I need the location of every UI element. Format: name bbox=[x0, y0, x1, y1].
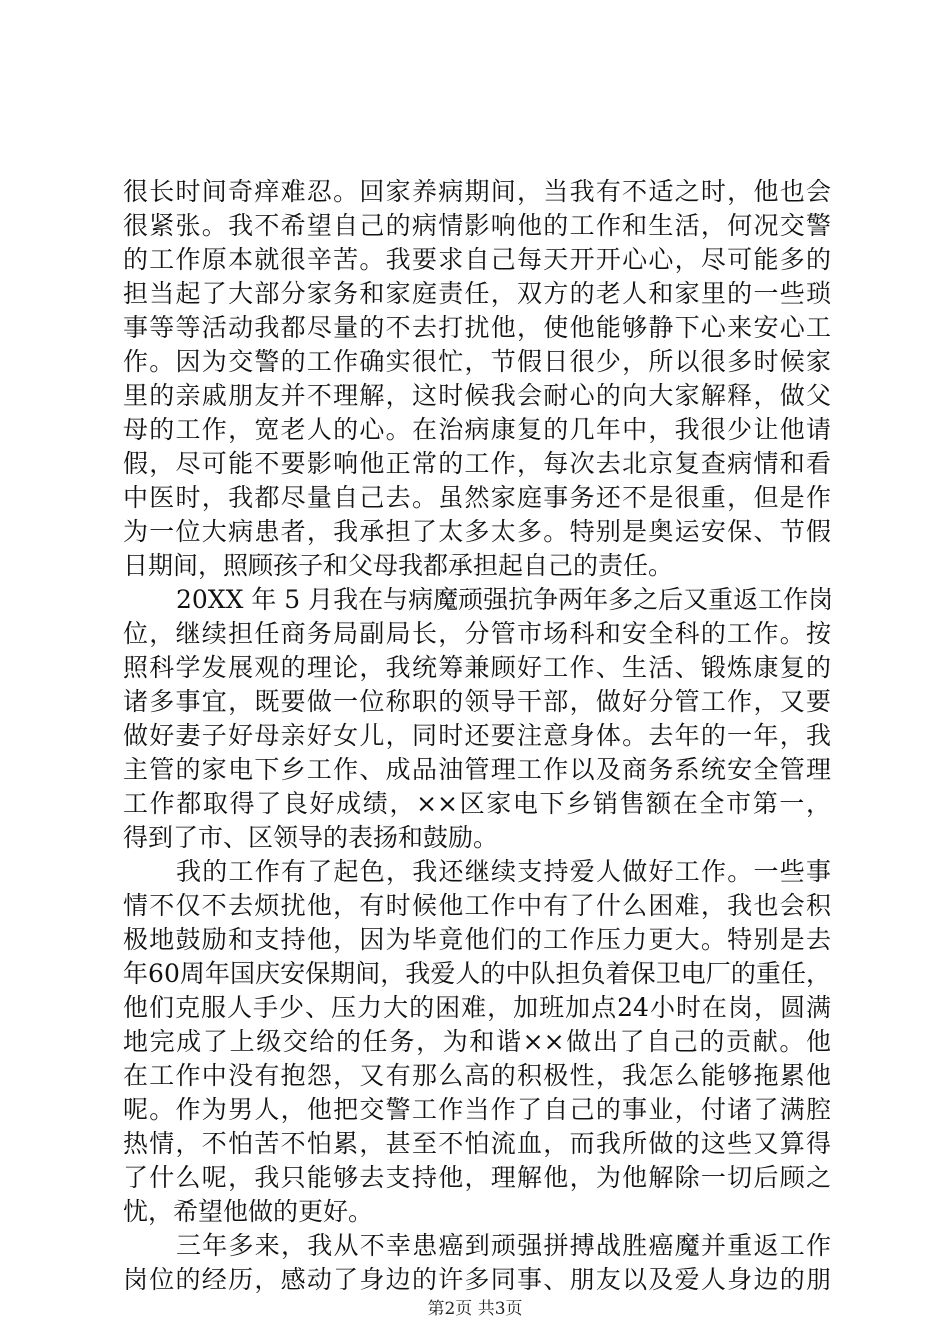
paragraph-line: 得到了市、区领导的表扬和鼓励。 bbox=[123, 823, 499, 852]
paragraph-line: 作。因为交警的工作确实很忙，节假日很少，所以很多时候家 bbox=[123, 347, 831, 376]
paragraph-line: 日期间，照顾孩子和父母我都承担起自己的责任。 bbox=[123, 551, 674, 580]
paragraph-line: 事等等活动我都尽量的不去打扰他，使他能够静下心来安心工 bbox=[123, 313, 831, 342]
paragraph-line: 的工作原本就很辛苦。我要求自己每天开开心心，尽可能多的 bbox=[123, 245, 831, 274]
paragraph-line: 母的工作，宽老人的心。在治病康复的几年中，我很少让他请 bbox=[123, 415, 831, 444]
paragraph-line: 年60周年国庆安保期间，我爱人的中队担负着保卫电厂的重任， bbox=[123, 959, 831, 988]
paragraph-line: 他们克服人手少、压力大的困难，加班加点24小时在岗，圆满 bbox=[123, 993, 831, 1022]
paragraph-line: 很长时间奇痒难忍。回家养病期间，当我有不适之时，他也会 bbox=[123, 177, 831, 206]
paragraph-line: 岗位的经历，感动了身边的许多同事、朋友以及爱人身边的朋 bbox=[123, 1265, 831, 1294]
paragraph-line: 地完成了上级交给的任务，为和谐××做出了自己的贡献。他 bbox=[123, 1027, 831, 1056]
paragraph-line: 情不仅不去烦扰他，有时候他工作中有了什么困难，我也会积 bbox=[123, 891, 831, 920]
paragraph-line: 为一位大病患者，我承担了太多太多。特别是奥运安保、节假 bbox=[123, 517, 831, 546]
paragraph-line: 中医时，我都尽量自己去。虽然家庭事务还不是很重，但是作 bbox=[123, 483, 831, 512]
paragraph-line: 热情，不怕苦不怕累，甚至不怕流血，而我所做的这些又算得 bbox=[123, 1129, 831, 1158]
paragraph-line: 照科学发展观的理论，我统筹兼顾好工作、生活、锻炼康复的 bbox=[123, 653, 831, 682]
paragraph-line: 做好妻子好母亲好女儿，同时还要注意身体。去年的一年，我 bbox=[123, 721, 831, 750]
page-number-footer: 第2页 共3页 bbox=[427, 1299, 523, 1319]
paragraph-line: 忧，希望他做的更好。 bbox=[123, 1197, 374, 1226]
paragraph-line: 诸多事宜，既要做一位称职的领导干部，做好分管工作，又要 bbox=[123, 687, 831, 716]
paragraph-line: 里的亲戚朋友并不理解，这时候我会耐心的向大家解释，做父 bbox=[123, 381, 831, 410]
paragraph-line: 工作都取得了良好成绩，××区家电下乡销售额在全市第一， bbox=[123, 789, 831, 818]
paragraph-line: 主管的家电下乡工作、成品油管理工作以及商务系统安全管理 bbox=[123, 755, 831, 784]
paragraph-first-line: 20XX 年 5 月我在与病魔顽强抗争两年多之后又重返工作岗 bbox=[176, 585, 834, 614]
paragraph-line: 极地鼓励和支持他，因为毕竟他们的工作压力更大。特别是去 bbox=[123, 925, 831, 954]
paragraph-line: 位，继续担任商务局副局长，分管市场科和安全科的工作。按 bbox=[123, 619, 831, 648]
paragraph-line: 假，尽可能不要影响他正常的工作，每次去北京复查病情和看 bbox=[123, 449, 831, 478]
paragraph-line: 很紧张。我不希望自己的病情影响他的工作和生活，何况交警 bbox=[123, 211, 831, 240]
paragraph-line: 担当起了大部分家务和家庭责任，双方的老人和家里的一些琐 bbox=[123, 279, 831, 308]
paragraph-line: 在工作中没有抱怨，又有那么高的积极性，我怎么能够拖累他 bbox=[123, 1061, 831, 1090]
paragraph-line: 呢。作为男人，他把交警工作当作了自己的事业，付诸了满腔 bbox=[123, 1095, 831, 1124]
paragraph-line: 了什么呢，我只能够去支持他，理解他，为他解除一切后顾之 bbox=[123, 1163, 831, 1192]
paragraph-first-line: 我的工作有了起色，我还继续支持爱人做好工作。一些事 bbox=[176, 857, 831, 886]
paragraph-first-line: 三年多来，我从不幸患癌到顽强拼搏战胜癌魔并重返工作 bbox=[176, 1231, 831, 1260]
